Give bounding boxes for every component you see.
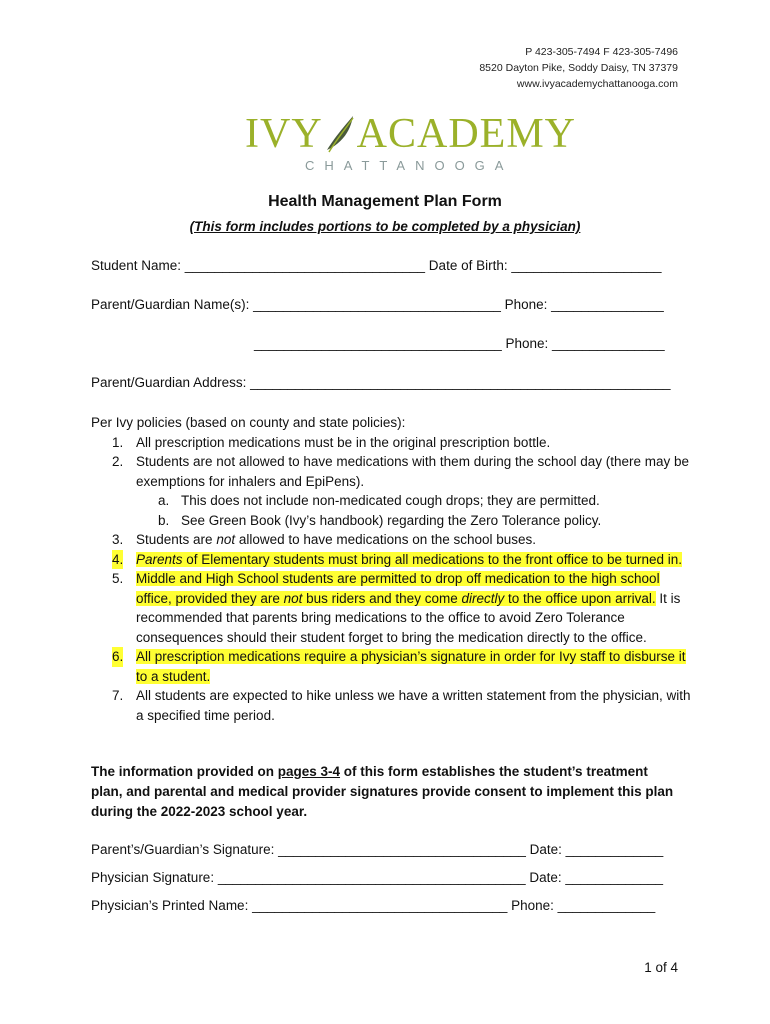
list-item: 1. All prescription medications must be in the original prescription bottle. (112, 434, 551, 450)
list-item-highlighted: 4. Parents of Elementary students must bring all medications to the front office to be turned in. (91, 550, 691, 570)
list-item: 7. All students are expected to hike unless we have a written statement from the physician, with a specified time period. (112, 688, 691, 723)
ivy-academy-logo (245, 111, 576, 182)
list-item-highlighted: 6. All prescription medications require a physician’s signature in order for Ivy staff to disburse it to a student. (112, 649, 686, 684)
second-parent-phone-field[interactable]: _________________________________ Phone: _______________ (254, 336, 665, 351)
logo-subtitle: CHATTANOOGA (305, 158, 514, 173)
consent-statement: The information provided on pages 3-4 of this form establishes the student’s treatment plan, and parental and medical provider signatures provide consent to implement this plan during the 2022-2023 school year. (91, 764, 674, 819)
logo-wordmark (245, 112, 576, 156)
parent-signature-field[interactable]: Parent’s/Guardian’s Signature: _________________________________ Date: _____________ (91, 842, 664, 857)
form-subtitle: (This form includes portions to be completed by a physician) (189, 219, 581, 234)
list-item: 2. Students are not allowed to have medications with them during the school day (there may be exemptions for inhalers and EpiPens). (112, 454, 690, 489)
list-item-highlighted: 5. Middle and High School students are permitted to drop off medication to the high school office, provided they are not bus riders and they come directly to the office upon arrival. It is recommended that parents bring medications to the office to avoid Zero Tolerance consequences should their student forget to bring the medication directly to the office. (112, 571, 681, 645)
form-title: Health Management Plan Form (268, 193, 502, 210)
physician-signature-field[interactable]: Physician Signature: _________________________________________ Date: _____________ (91, 870, 664, 885)
address: 8520 Dayton Pike, Soddy Daisy, TN 37379 (479, 62, 678, 74)
logo-text-ivy: IVY (245, 111, 323, 157)
page-number: 1 of 4 (644, 960, 678, 975)
contact-info (479, 44, 678, 92)
website-link[interactable]: www.ivyacademychattanooga.com (516, 78, 678, 90)
physician-printed-name-field[interactable]: Physician’s Printed Name: __________________________________ Phone: _____________ (91, 898, 656, 913)
phone-fax: P 423-305-7494 F 423-305-7496 (525, 46, 678, 58)
list-item: 3. Students are not allowed to have medications on the school buses. (112, 532, 537, 547)
policies-intro: Per Ivy policies (based on county and state policies): (91, 415, 406, 430)
list-subitem: b. See Green Book (Ivy’s handbook) regarding the Zero Tolerance policy. (158, 512, 602, 528)
parent-name-phone-field[interactable]: Parent/Guardian Name(s): _________________________________ Phone: _______________ (91, 297, 664, 312)
list-subitem: a. This does not include non-medicated cough drops; they are permitted. (158, 493, 600, 508)
leaf-icon (323, 112, 357, 154)
student-name-dob-field[interactable]: Student Name: ________________________________ Date of Birth: ____________________ (91, 258, 662, 273)
pages-reference: pages 3-4 (277, 764, 341, 779)
policies-section (91, 413, 691, 725)
parent-address-field[interactable]: Parent/Guardian Address: ________________________________________________________ (91, 375, 671, 390)
logo-text-academy: ACADEMY (356, 111, 576, 157)
